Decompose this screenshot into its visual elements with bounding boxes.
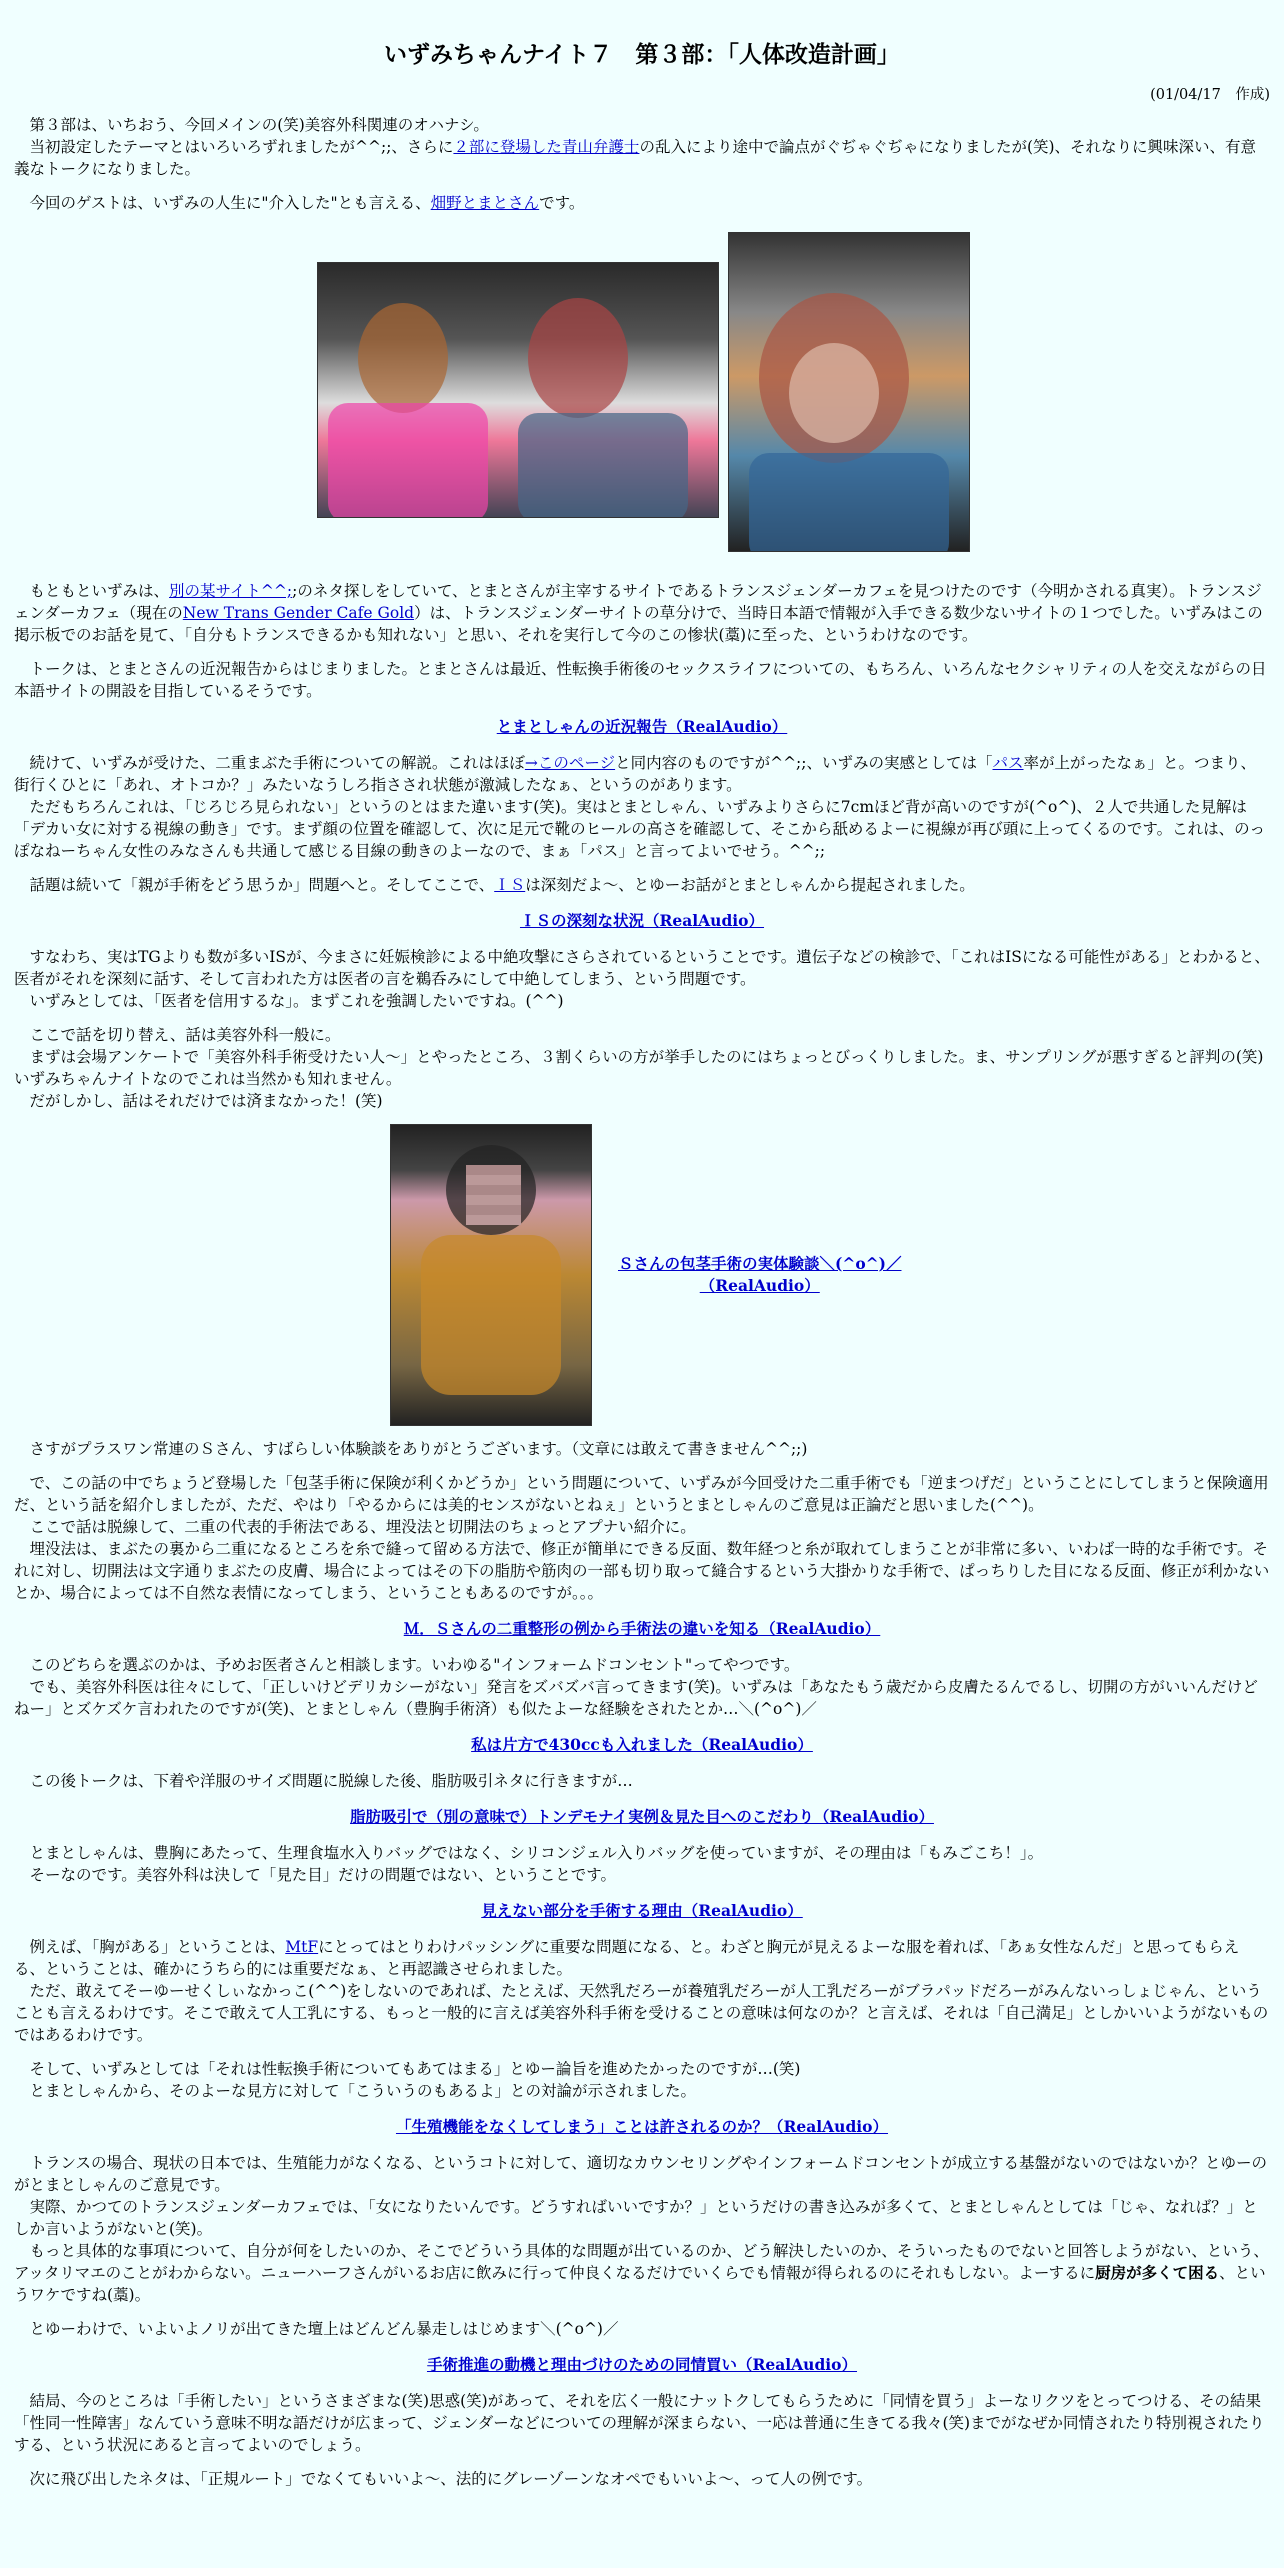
body-paragraph bbox=[14, 2468, 1270, 2490]
text: 話題は続いて「親が手術をどう思うか」問題へと。そしてここで、 bbox=[29, 876, 495, 894]
realaudio-link-liposuction[interactable]: 脂肪吸引で（別の意味で）トンデモナイ実例＆見た目へのこだわり（RealAudio） bbox=[350, 1807, 934, 1826]
text: 当初設定したテーマとはいろいろずれましたが^^;;、さらに bbox=[29, 138, 454, 156]
body-line: トークは、とまとさんの近況報告からはじまりました。とまとさんは最近、性転換手術後のセックスライフについての、もちろん、いろんなセクシャリティの人を交えながらの日本語サイトの開設を目指しているそうです。 bbox=[14, 660, 1267, 700]
section-link-wrapper bbox=[14, 2354, 1270, 2376]
realaudio-link-ms-double-eyelid[interactable]: Ｍ．Ｓさんの二重整形の例から手術法の違いを知る（RealAudio） bbox=[403, 1619, 881, 1638]
body-line: まずは会場アンケートで「美容外科手術受けたい人～」とやったところ、３割くらいの方が挙手したのにはちょっとびっくりしました。ま、サンプリングが悪すぎると評判の(笑)いずみちゃんナイトなのでこれは当然かも知れません。 bbox=[14, 1048, 1264, 1088]
text: Ｓさんの包茎手術の実体験談＼(^o^)／ bbox=[618, 1254, 902, 1273]
realaudio-link-invisible-parts[interactable]: 見えない部分を手術する理由（RealAudio） bbox=[481, 1901, 803, 1920]
body-line: 実際、かつてのトランスジェンダーカフェでは、「女になりたいんです。どうすればいいですか？」というだけの書き込みが多くて、とまとしゃんとしては「じゃ、なれば？」としか言いようがないと(笑)。 bbox=[14, 2198, 1258, 2238]
section-link-wrapper bbox=[14, 1734, 1270, 1756]
body-paragraph bbox=[14, 1770, 1270, 1792]
body-paragraph bbox=[14, 1024, 1270, 1112]
body-paragraph bbox=[14, 752, 1270, 862]
realaudio-link-s-san[interactable] bbox=[618, 1254, 901, 1295]
body-paragraph bbox=[14, 946, 1270, 1012]
intro-line bbox=[14, 192, 1270, 214]
body-line: この後トークは、下着や洋服のサイズ問題に脱線した後、脂肪吸引ネタに行きますが… bbox=[29, 1772, 633, 1790]
photo-detail bbox=[328, 403, 488, 518]
photo-detail bbox=[421, 1235, 561, 1395]
text: の乱入により途中で論点がぐぢゃぐぢゃになりましたが(笑)、それなりに興味深い、有意義なトークになりました。 bbox=[14, 138, 1257, 178]
bold-text: 厨房が多くて困る bbox=[1095, 2263, 1220, 2282]
section-link-wrapper bbox=[14, 716, 1270, 738]
body-line: 結局、今のところは「手術したい」というさまざまな(笑)思惑(笑)があって、それを広く一般にナットクしてもらうために「同情を買う」よーなリクツをとってつける、その結果「性同一性障害」なんていう意味不明な語だけが広まって、ジェンダーなどについての理解が深まらない、一応は普通に生きてる我々(笑)までがなぜか同情されたり特別視されたりする、という状況にあると言ってよいのでしょう。 bbox=[14, 2392, 1265, 2454]
body-paragraph bbox=[14, 658, 1270, 702]
body-line: さすがプラスワン常連のＳさん、すばらしい体験談をありがとうございます。（文章には敢えて書きません^^;;) bbox=[29, 1440, 808, 1458]
body-line: でも、美容外科医は往々にして、「正しいけどデリカシーがない」発言をズバズバ言ってきます(笑)。いずみは「あなたもう歳だから皮膚たるんでるし、切開の方がいいんだけどねー」とズケズケ言われたのですが(笑)、とまとしゃん（豊胸手術済）も似たよーな経験をされたとか…＼(^o^)／ bbox=[14, 1678, 1258, 1718]
body-paragraph bbox=[14, 1654, 1270, 1720]
s-san-block bbox=[14, 1124, 1270, 1426]
body-line: 次に飛び出したネタは、「正規ルート」でなくてもいいよ～、法的にグレーゾーンなオペでもいいよ～、って人の例です。 bbox=[29, 2470, 873, 2488]
body-paragraph bbox=[14, 1438, 1270, 1460]
body-line: そして、いずみとしては「それは性転換手術についてもあてはまる」とゆー論旨を進めたかったのですが…(笑) bbox=[29, 2060, 801, 2078]
link-other-site[interactable]: 別の某サイト^^; bbox=[169, 582, 293, 600]
realaudio-link-reproductive-function[interactable]: 「生殖機能をなくしてしまう」ことは許されるのか？（RealAudio） bbox=[395, 2117, 889, 2136]
body-paragraph bbox=[14, 2058, 1270, 2102]
photo-guest-closeup bbox=[728, 232, 970, 552]
creation-date: (01/04/17 作成) bbox=[1150, 87, 1270, 103]
page-title: いずみちゃんナイト７ 第３部：「人体改造計画」 bbox=[384, 42, 900, 68]
realaudio-link-tomato-report[interactable]: とまとしゃんの近況報告（RealAudio） bbox=[496, 717, 788, 736]
body-paragraph bbox=[14, 1936, 1270, 2046]
link-part2-lawyer[interactable]: ２部に登場した青山弁護士 bbox=[453, 138, 640, 156]
link-this-page[interactable]: →このページ bbox=[524, 754, 616, 772]
section-link-wrapper bbox=[14, 910, 1270, 932]
section-link-wrapper bbox=[14, 1900, 1270, 1922]
face-mosaic bbox=[466, 1165, 521, 1225]
photo-s-san bbox=[390, 1124, 592, 1426]
section-link-wrapper bbox=[14, 2116, 1270, 2138]
link-mtf[interactable]: MtF bbox=[285, 1938, 319, 1956]
photo-detail bbox=[749, 453, 949, 552]
photo-detail bbox=[358, 303, 448, 413]
body-line bbox=[14, 1936, 1270, 1980]
body-paragraph bbox=[14, 874, 1270, 896]
section-link-wrapper bbox=[14, 1618, 1270, 1640]
text: 、というワケですね(藁)。 bbox=[14, 2264, 1266, 2304]
text: ;のネタ探しをしていて、とまとさんが主宰するサイトであるトランスジェンダーカフェを見つけたのです（今明かされる真実）。トランスジェンダーカフェ（現在の bbox=[14, 582, 1262, 622]
text: もっと具体的な事項について、自分が何をしたいのか、そこでどういう具体的な問題が出ているのか、どう解決したいのか、そういったものでないと回答しようがない、という、アッタリマエのことがわからない。ニューハーフさんがいるお店に飲みに行って仲良くなるだけでいくらでも情報が得られるのにそれもしない。よーするに bbox=[14, 2242, 1269, 2282]
body-line: すなわち、実はTGよりも数が多いISが、今まさに妊娠検診による中絶攻撃にさらされているということです。遺伝子などの検診で、「これはISになる可能性がある」とわかると、医者がそれを深刻に話す、そして言われた方は医者の言を鵜呑みにして中絶してしまう、という問題です。 bbox=[14, 948, 1270, 988]
link-pass[interactable]: パス bbox=[992, 754, 1024, 772]
body-line: とまとしゃんは、豊胸にあたって、生理食塩水入りバッグではなく、シリコンジェル入りバッグを使っていますが、その理由は「もみごこち！」。 bbox=[29, 1844, 1044, 1862]
body-line bbox=[14, 2240, 1270, 2306]
intro-line: 第３部は、いちおう、今回メインの(笑)美容外科関連のオハナシ。 bbox=[29, 116, 489, 134]
photo-detail bbox=[528, 298, 628, 418]
text: 例えば、「胸がある」ということは、 bbox=[29, 1938, 286, 1956]
body-paragraph bbox=[14, 1842, 1270, 1886]
photo-detail bbox=[789, 343, 879, 443]
text: と同内容のものですが^^;;、いずみの実感としては「 bbox=[615, 754, 993, 772]
body-paragraph bbox=[14, 2152, 1270, 2306]
text: （RealAudio） bbox=[699, 1276, 820, 1295]
body-line: ただもちろんこれは、「じろじろ見られない」というのとはまた違います(笑)。実はとまとしゃん、いずみよりさらに7cmほど背が高いのですが(^o^)、２人で共通した見解は「デカい女に対する視線の動き」です。まず顔の位置を確認して、次に足元で靴のヒールの高さを確認して、そこから舐めるよーに視線が再び頭に上ってくるのです。これは、のっぽなねーちゃん女性のみなさんも共通して感じる目線の動きのよーなので、まぁ「パス」と言ってよいでせう。^^;; bbox=[14, 798, 1266, 860]
body-paragraph bbox=[14, 2318, 1270, 2340]
text: ）は、トランスジェンダーサイトの草分けで、当時日本語で情報が入手できる数少ないサイトの１つでした。いずみはこの掲示板でのお話を見て、「自分もトランスできるかも知れない」と思い、それを実行して今のこの惨状(藁)に至った、というわけなのです。 bbox=[14, 604, 1263, 644]
body-line: ここで話を切り替え、話は美容外科一般に。 bbox=[29, 1026, 341, 1044]
body-line: だがしかし、話はそれだけでは済まなかった！(笑) bbox=[29, 1092, 383, 1110]
body-paragraph bbox=[14, 2390, 1270, 2456]
body-line: トランスの場合、現状の日本では、生殖能力がなくなる、というコトに対して、適切なカウンセリングやインフォームドコンセントが成立する基盤がないのではないか？とゆーのがとまとしゃんのご意見です。 bbox=[14, 2154, 1268, 2194]
text: は深刻だよ～、とゆーお話がとまとしゃんから提起されました。 bbox=[525, 876, 975, 894]
text: もともといずみは、 bbox=[29, 582, 170, 600]
link-trans-gender-cafe[interactable]: New Trans Gender Cafe Gold bbox=[182, 604, 415, 622]
body-paragraph bbox=[14, 1472, 1270, 1604]
text: です。 bbox=[539, 194, 585, 212]
link-guest[interactable]: 畑野とまとさん bbox=[430, 194, 540, 212]
s-san-link-wrapper bbox=[618, 1253, 901, 1297]
body-line: ここで話は脱線して、二重の代表的手術法である、埋没法と切開法のちょっとアプナい紹介に。 bbox=[29, 1518, 696, 1536]
text: 続けて、いずみが受けた、二重まぶた手術についての解説。これはほぼ bbox=[29, 754, 525, 772]
body-line: とまとしゃんから、そのよーな見方に対して「こういうのもあるよ」との対論が示されました。 bbox=[29, 2082, 697, 2100]
photo-talk-two-guests bbox=[317, 262, 719, 518]
body-line bbox=[14, 874, 1270, 896]
text: 今回のゲストは、いずみの人生に"介入した"とも言える、 bbox=[29, 194, 431, 212]
body-line: このどちらを選ぶのかは、予めお医者さんと相談します。いわゆる"インフォームドコンセント"ってやつです。 bbox=[29, 1656, 800, 1674]
body-line: 埋没法は、まぶたの裏から二重になるところを糸で縫って留める方法で、修正が簡単にできる反面、数年経つと糸が取れてしまうことが非常に多い、いわば一時的な手術です。それに対し、切開法は文字通りまぶたの皮膚、場合によってはその下の脂肪や筋肉の一部も切り取って縫合するという大掛かりな手術で、ぱっちりした目になる反面、修正が利かないとか、場合によっては不自然な表情になってしまう、ということもあるのですが。。。 bbox=[14, 1540, 1270, 1602]
realaudio-link-sympathy[interactable]: 手術推進の動機と理由づけのための同情買い（RealAudio） bbox=[426, 2355, 858, 2374]
body-line: で、この話の中でちょうど登場した「包茎手術に保険が利くかどうか」という問題について、いずみが今回受けた二重手術でも「逆まつげだ」ということにしてしまうと保険適用だ、という話を紹介しましたが、ただ、やはり「やるからには美的センスがないとねぇ」というとまとしゃんのご意見は正論だと思いました(^^)。 bbox=[14, 1474, 1269, 1514]
realaudio-link-430cc[interactable]: 私は片方で430ccも入れました（RealAudio） bbox=[471, 1735, 813, 1754]
photo-s-san-wrapper bbox=[390, 1124, 592, 1426]
text: 率が上がったなぁ」と。つまり、街行くひとに「あれ、オトコか？」みたいなうしろ指さされ状態が激減したなぁ、というのがあります。 bbox=[14, 754, 1257, 794]
body-line bbox=[14, 752, 1270, 796]
event-photos bbox=[14, 232, 1270, 562]
intro-line bbox=[14, 136, 1270, 180]
photo-detail bbox=[518, 413, 688, 518]
section-link-wrapper bbox=[14, 1806, 1270, 1828]
intro-paragraph-2 bbox=[14, 192, 1270, 214]
body-line: とゆーわけで、いよいよノリが出てきた壇上はどんどん暴走しはじめます＼(^o^)／ bbox=[29, 2320, 619, 2338]
text: にとってはとりわけパッシングに重要な問題になる、と。わざと胸元が見えるよーな服を着れば、「あぁ女性なんだ」と思ってもらえる、ということは、確かにうちら的には重要だなぁ、と再認識させられました。 bbox=[14, 1938, 1240, 1978]
body-line: いずみとしては、「医者を信用するな」。まずこれを強調したいですね。(^^) bbox=[29, 992, 564, 1010]
link-is[interactable]: ＩＳ bbox=[494, 876, 526, 894]
body-line: そーなのです。美容外科は決して「見た目」だけの問題ではない、ということです。 bbox=[29, 1866, 617, 1884]
body-paragraph bbox=[14, 580, 1270, 646]
realaudio-link-is-situation[interactable]: ＩＳの深刻な状況（RealAudio） bbox=[519, 911, 765, 930]
body-line bbox=[14, 580, 1270, 646]
body-line: ただ、敢えてそーゆーせくしぃなかっこ(^^)をしないのであれば、たとえば、天然乳だろーが養殖乳だろーが人工乳だろーがブラパッドだろーがみんないっしょじゃん、ということも言えるわけです。そこで敢えて人工乳にする、もっと一般的に言えば美容外科手術を受けることの意味は何なのか？と言えば、それは「自己満足」としかいいようがないものではあるわけです。 bbox=[14, 1982, 1269, 2044]
intro-paragraph-1 bbox=[14, 114, 1270, 180]
